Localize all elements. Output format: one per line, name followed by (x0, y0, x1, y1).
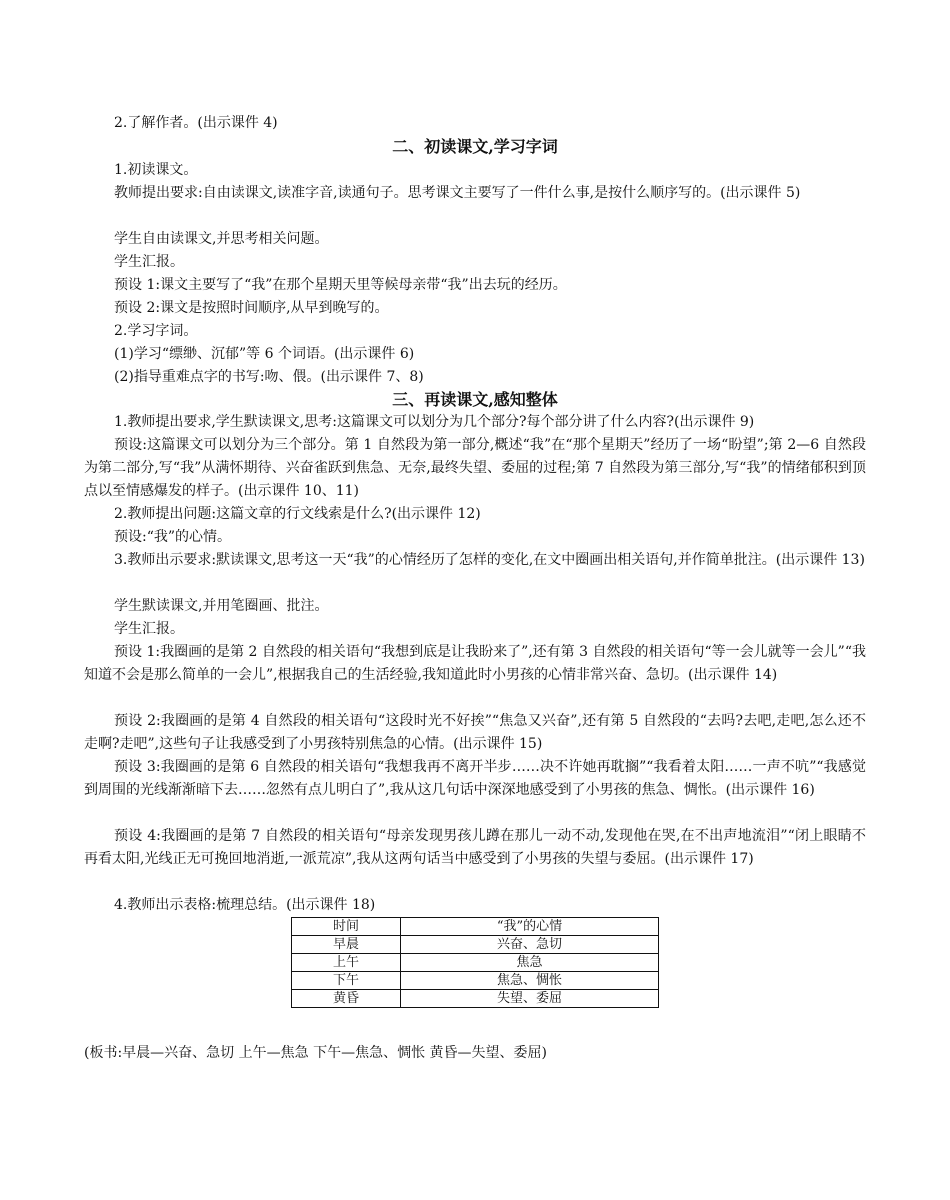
table-cell: 兴奋、急切 (401, 936, 659, 954)
paragraph: 2.教师提出问题:这篇文章的行文线索是什么?(出示课件 12) (114, 506, 481, 522)
table-cell: 焦急、惆怅 (401, 972, 659, 990)
paragraph: (1)学习“缥缈、沉郁”等 6 个词语。(出示课件 6) (114, 346, 415, 362)
table-cell: 失望、委屈 (401, 990, 659, 1008)
paragraph: 预设 2:我圈画的是第 4 自然段的相关语句“这段时光不好挨”“焦急又兴奋”,还有第 5 自然段的“去吗?去吧,走吧,怎么还不走啊?走吧”,这些句子让我感受到了小男孩特别焦急的心情。(出示课件 15) (84, 713, 866, 752)
table-header-row (292, 918, 659, 936)
table-row (292, 990, 659, 1008)
paragraph: 教师提出要求:自由读课文,读准字音,读通句子。思考课文主要写了一件什么事,是按什么顺序写的。(出示课件 5) (114, 185, 801, 201)
paragraph: 学生汇报。 (114, 621, 184, 637)
paragraph: 预设 4:我圈画的是第 7 自然段的相关语句“母亲发现男孩儿蹲在那儿一动不动,发现他在哭,在不出声地流泪”“闭上眼睛不再看太阳,光线正无可挽回地消逝,一派荒凉”,我从这两句话当中感受到了小男孩的失望与委屈。(出示课件 17) (84, 828, 866, 867)
paragraph: 预设:“我”的心情。 (114, 529, 232, 545)
table-row (292, 936, 659, 954)
paragraph: 学生默读课文,并用笔圈画、批注。 (114, 598, 329, 614)
paragraph: 4.教师出示表格:梳理总结。(出示课件 18) (114, 897, 376, 913)
paragraph: 学生自由读课文,并思考相关问题。 (114, 231, 329, 247)
blackboard-note: (板书:早晨—兴奋、急切 上午—焦急 下午—焦急、惆怅 黄昏—失望、委屈) (84, 1045, 547, 1061)
table-cell: 黄昏 (292, 990, 401, 1008)
paragraph: 3.教师出示要求:默读课文,思考这一天“我”的心情经历了怎样的变化,在文中圈画出相关语句,并作简单批注。(出示课件 13) (114, 552, 865, 568)
table-cell: 下午 (292, 972, 401, 990)
paragraph: 学生汇报。 (114, 254, 184, 270)
paragraph: (2)指导重难点字的书写:吻、偎。(出示课件 7、8) (114, 369, 424, 385)
paragraph: 预设 1:课文主要写了“我”在那个星期天里等候母亲带“我”出去玩的经历。 (114, 277, 567, 293)
table-cell: 上午 (292, 954, 401, 972)
mood-summary-table (291, 917, 659, 1008)
paragraph: 预设 2:课文是按照时间顺序,从早到晚写的。 (114, 300, 389, 316)
paragraph: 1.初读课文。 (114, 162, 198, 178)
table-row (292, 954, 659, 972)
paragraph: 预设 3:我圈画的是第 6 自然段的相关语句“我想我再不离开半步……决不许她再耽搁”“我看着太阳……一声不吭”“我感觉到周围的光线渐渐暗下去……忽然有点儿明白了”,我从这几句话中深深地感受到了小男孩的焦急、惆怅。(出示课件 16) (84, 759, 866, 798)
table-header-cell: “我”的心情 (401, 918, 659, 936)
paragraph: 1.教师提出要求,学生默读课文,思考:这篇课文可以划分为几个部分?每个部分讲了什么内容?(出示课件 9) (114, 414, 755, 430)
table-cell: 焦急 (401, 954, 659, 972)
section-heading: 三、再读课文,感知整体 (392, 390, 558, 409)
paragraph: 预设 1:我圈画的是第 2 自然段的相关语句“我想到底是让我盼来了”,还有第 3 自然段的相关语句“等一会儿就等一会儿”“我知道不会是那么简单的一会儿”,根据我自己的生活经验,我知道此时小男孩的心情非常兴奋、急切。(出示课件 14) (84, 644, 866, 683)
paragraph: 2.学习字词。 (114, 323, 198, 339)
table-cell: 早晨 (292, 936, 401, 954)
paragraph: 2.了解作者。(出示课件 4) (114, 115, 278, 131)
section-heading: 二、初读课文,学习字词 (392, 137, 558, 156)
paragraph: 预设:这篇课文可以划分为三个部分。第 1 自然段为第一部分,概述“我”在“那个星期天”经历了一场“盼望”;第 2—6 自然段为第二部分,写“我”从满怀期待、兴奋雀跃到焦急、无奈,最终失望、委屈的过程;第 7 自然段为第三部分,写“我”的情绪郁积到顶点以至情感爆发的样子。(出示课件 10、11) (84, 437, 866, 499)
table-row (292, 972, 659, 990)
table-header-cell: 时间 (292, 918, 401, 936)
